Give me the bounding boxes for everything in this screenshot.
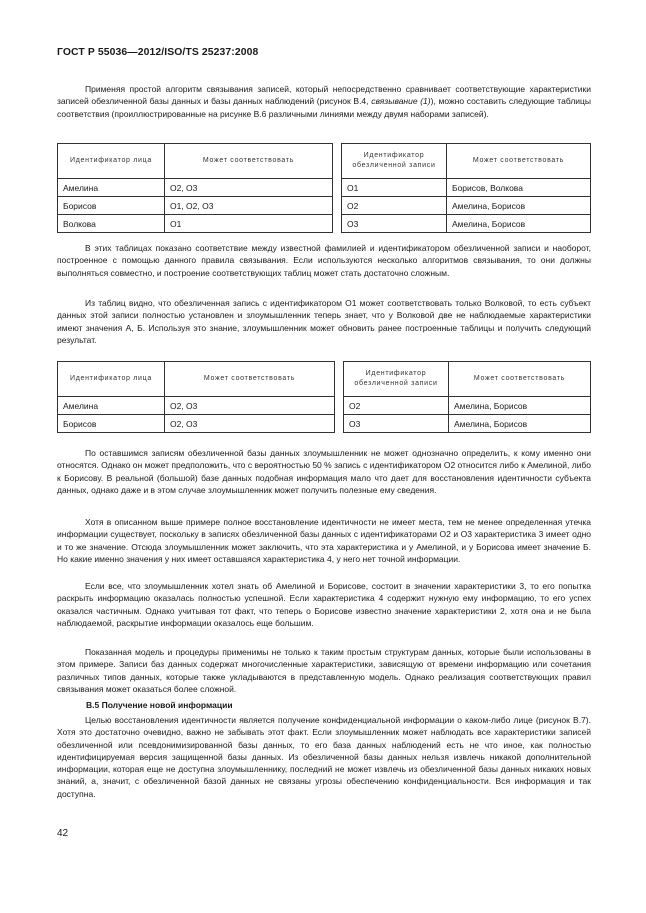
table-cell: Борисов, Волкова (447, 179, 591, 197)
document-header: ГОСТ Р 55036—2012/ISO/TS 25237:2008 (57, 47, 259, 58)
paragraph-o1-identified: Из таблиц видно, что обезличенная запись с идентификатором О1 может соответствовать только Волковой, то есть субъект данных этой записи полностью установлен и злоумышленник теперь знает, что у Волковой две не наблюдаемые характеристики имеют значения А, Б. Используя это знание, злоумышленник может обновить ранее построенные таблицы и получить следующий результат. (57, 298, 591, 345)
table-person-to-record (57, 143, 333, 233)
table-cell: Амелина, Борисов (447, 197, 591, 215)
paragraph-intro-italic: связывание (1) (371, 96, 431, 107)
table-person-to-record-updated (57, 361, 335, 433)
table-cell: О1, О2, О3 (165, 197, 333, 215)
table-record-to-person-updated (343, 361, 591, 433)
table-cell: О2 (344, 397, 449, 415)
table-cell: О1 (165, 215, 333, 233)
table-cell: Амелина, Борисов (449, 397, 591, 415)
table-header-person-id: Идентификатор лица (58, 144, 165, 179)
table-row (342, 179, 591, 197)
table-row (58, 415, 335, 433)
table-record-to-person (341, 143, 591, 233)
paragraph-tables-explained: В этих таблицах показано соответствие между известной фамилией и идентификатором обезличенной записи и наоборот, построенное с помощью данного правила связывания. Если используются несколько алгоритмов связывания, то они должны выполняться совместно, и построение соответствующих таблиц может стать достаточно сложным. (57, 243, 591, 278)
table-cell: О2, О3 (165, 397, 335, 415)
table-cell: Амелина, Борисов (449, 415, 591, 433)
table-row (58, 179, 333, 197)
table-row (342, 215, 591, 233)
table-header-may-match: Может соответствовать (165, 144, 333, 179)
table-cell: Борисов (58, 415, 165, 433)
paragraph-intro-text-a: Применяя простой алгоритм связывания записей, который непосредственно сравнивает соответствующие характеристики записей обезличенной базы данных и базы данных наблюдений (рисунок В.4, (57, 84, 591, 107)
table-cell: О1 (342, 179, 447, 197)
table-cell: Волкова (58, 215, 165, 233)
table-row (344, 397, 591, 415)
table-cell: Борисов (58, 197, 165, 215)
section-heading: В.5 Получение новой информации (86, 700, 233, 710)
table-header-may-match: Может соответствовать (447, 144, 591, 179)
page-number: 42 (57, 828, 69, 839)
table-header-may-match: Может соответствовать (165, 362, 335, 397)
table-header-may-match: Может соответствовать (449, 362, 591, 397)
table-cell: О2 (342, 197, 447, 215)
paragraph-new-information: Целью восстановления идентичности является получение конфиденциальной информации о каком-либо лице (рисунок В.7). Хотя это достаточно очевидно, важно не забывать этот факт. Если злоумышленник может наблюдать все характеристики записей обезличенной или псевдонимизированной базы данных, то его база данных наблюдений есть не что иное, как полностью идентифицируемая версия защищенной базы данных. Из обезличенной базы данных нельзя извлечь никакой дополнительной информации, которая еще не доступна злоумышленнику, последний не может извлечь из обезличенной базы данных никаких новых знаний, а, значит, с обезличенной базой данных не связаны угрозы обеспечению конфиденциальности. Вся информация и так доступна. (57, 715, 591, 799)
table-cell: Амелина (58, 397, 165, 415)
paragraph-intro (57, 83, 591, 120)
table-cell: Амелина, Борисов (447, 215, 591, 233)
table-cell: О2, О3 (165, 415, 335, 433)
table-header-person-id: Идентификатор лица (58, 362, 165, 397)
table-header-record-id: Идентификатор обезличенной записи (342, 144, 447, 179)
table-cell: О3 (344, 415, 449, 433)
paragraph-disclosure-success: Если все, что злоумышленник хотел знать об Амелиной и Борисове, состоит в значении характеристики 3, то его попытка раскрыть информацию оказалась полностью успешной. Если характеристика 4 содержит нужную ему информацию, то его успех оказался частичным. Однако учитывая тот факт, что теперь о Борисове известно значение характеристики 2, хотя она и не была наблюдаемой, раскрытие информации оказалось еще большим. (57, 581, 591, 628)
paragraph-intro-text-b: ), можно составить следующие таблицы соответствия (проиллюстрированные на рисунке В.6 различными линиями между двумя наборами записей). (57, 96, 592, 119)
table-header-record-id: Идентификатор обезличенной записи (344, 362, 449, 397)
table-cell: О2, О3 (165, 179, 333, 197)
paragraph-remaining-records: По оставшимся записям обезличенной базы данных злоумышленник не может однозначно определить, к кому именно они относятся. Однако он может предположить, что с вероятностью 50 % запись с идентификатором О2 относится либо к Амелиной, либо к Борисову. В реальной (большой) базе данных подобная информация мало что дает для восстановления идентичности субъекта данных, однако даже и в этом случае злоумышленник может получить полезные ему сведения. (57, 448, 592, 495)
table-cell: Амелина (58, 179, 165, 197)
table-row (344, 415, 591, 433)
table-row (58, 397, 335, 415)
paragraph-model-applicability: Показанная модель и процедуры применимы не только к таким простым структурам данных, которые были использованы в этом примере. Записи баз данных содержат многочисленные характеристики, зависящую от времени информацию или сочетания различных типов данных, которые также укладываются в представленную модель. Однако реализация соответствующих правил связывания может оказаться более сложной. (57, 647, 591, 694)
paragraph-information-leak: Хотя в описанном выше примере полное восстановление идентичности не имеет места, тем не менее определенная утечка информации существует, поскольку в записях обезличенной базы данных с идентификаторами О2 и О3 характеристика 3 имеет одно и то же значение. Отсюда злоумышленник может заключить, что эта характеристика и у Амелиной, и у Борисова имеет значение Б. Но какие именно значения у них имеет оставшаяся характеристика 4, у него нет точной информации. (57, 517, 591, 564)
table-row (342, 197, 591, 215)
table-row (58, 197, 333, 215)
table-row (58, 215, 333, 233)
table-cell: О3 (342, 215, 447, 233)
